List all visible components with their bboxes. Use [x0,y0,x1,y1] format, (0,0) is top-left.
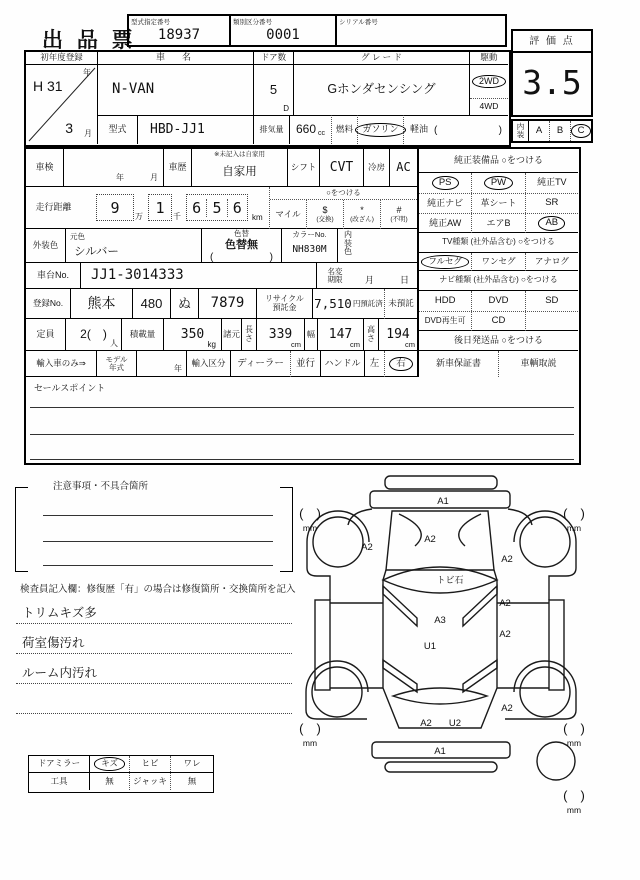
mark-rear-gate-right: U2 [448,718,462,729]
month-unit: 月 [365,275,375,285]
first-reg-header: 初年度登録 [26,52,98,65]
drive-header: 駆動 [470,52,508,65]
cooling-label: 冷房 [364,149,390,187]
mileage-flag-altered: * (改ざん) [343,200,380,229]
interior-grade-label: 内装 [516,121,525,139]
dim-unit: cm [350,340,360,349]
dim-unit: cm [291,340,301,349]
registration-label: 登録No. [26,289,71,319]
row-shaken [26,149,417,187]
registration-kana: ぬ [171,289,199,319]
model-year-label: モデル 年式 [97,351,137,377]
tread-unit-front-right: mm [566,523,582,533]
field-value: 0001 [266,27,300,44]
front-bumper-top [385,476,497,489]
mileage-rest: 6 5 6 [186,194,248,221]
front-right-wheel [520,517,570,567]
row-color [26,229,417,263]
dims-label: 諸元 [222,319,242,351]
navi-empty [525,312,578,331]
tread-paren-spare: ( ) [563,788,585,803]
tread-unit-front-left: mm [302,523,318,533]
shipment-warranty: 新車保証書 [435,358,481,369]
right-sill [549,600,564,690]
shaken-month-unit: 月 [150,173,158,182]
right-bracket [280,487,293,572]
mileage-flag-mile: マイル [275,208,301,219]
doors-value: 5 [269,81,278,97]
score-box [511,29,593,117]
mileage-flags [269,187,417,229]
mileage-man-unit: 万 [135,212,143,221]
field-label: 型式指定番号 [131,19,170,26]
first-reg-year-unit: 年 [83,68,91,77]
field-value [337,25,505,47]
note-line-empty [16,684,292,714]
detail-table [24,147,581,465]
mark-rear-gate-left: A2 [420,718,432,729]
length-cell [257,319,305,351]
left-rear-quarter-glass [383,660,417,692]
mileage-sen: 1 [148,194,172,221]
width-label: 幅 [305,319,318,351]
navi-type-title: ナビ種類 (社外品含む) ○をつける [419,271,578,291]
tv-fullseg-selected: フルセグ [428,256,462,267]
history-note: ※未記入は自家用 [214,150,265,158]
recycle-none: 未預託 [388,298,414,309]
grade-value: Gホンダセンシング [294,65,470,115]
damage-diagram [293,470,630,820]
recycle-value: 7,510 円預託済 [313,289,385,319]
row-chassis [26,263,417,289]
field-serial [335,16,505,45]
mileage-sen-unit: 千 [173,212,181,221]
note-line: 荷室傷汚れ [16,624,292,654]
paren-open: ( [210,252,214,263]
rear-right-wheel [520,667,570,717]
interior-color-label: 内装色 [344,230,352,257]
mark-rear-bumper: A1 [434,746,446,757]
mark-front-bumper: A1 [437,496,449,507]
handle-label: ハンドル [321,351,365,377]
navi-type-group [419,271,578,331]
jack-none: 無 [170,773,213,790]
mirror-scratch-selected: キズ [89,756,129,772]
left-front-quarter-glass [383,586,417,626]
base-color-cell [66,229,202,263]
navi-cd: CD [471,312,524,331]
recycle-label: リサイクル 預託金 [257,289,313,319]
equipment-title: 純正装備品 ○をつける [419,149,578,173]
name-change-label: 名変 期限 [327,266,343,284]
import-parallel: 並行 [291,351,321,377]
mark-right-quarter: A2 [501,703,513,714]
mileage-unit: km [252,213,263,222]
height-cell [379,319,417,351]
tools-label: 工具 [50,775,68,786]
sales-point-line [30,434,574,435]
shaken-label: 車検 [26,149,64,187]
tools-none: 無 [89,773,129,790]
drive-4wd: 4WD [479,101,499,112]
load-label: 積載量 [122,319,164,351]
inspector-label: 検査員記入欄：修復歴「有」の場合は修復箇所・交換箇所を記入 [20,584,296,595]
hood [386,511,494,570]
model-year-cell [137,351,187,377]
tv-type-title: TV種類 (社外品含む) ○をつける [419,233,578,253]
length-label: 長さ [245,325,253,343]
equipment-column [417,149,578,377]
tread-paren-front-left: ( ) [299,506,321,521]
capacity-unit: 人 [110,339,118,348]
registration-class: 480 [133,289,171,319]
interior-color-cell [338,229,417,263]
fuel-gasoline-selected: ガソリン [358,115,404,144]
width-value: 147 [328,326,353,342]
sales-point-line [30,459,574,460]
handle-left: 左 [365,351,385,377]
mirror-break: ワレ [170,756,213,772]
tv-type-group [419,233,578,271]
row-spec [26,319,417,351]
left-front-body [307,542,330,600]
mark-right-slide-door: A2 [499,629,511,640]
rear-window-glass [393,688,487,704]
mark-roof: A3 [434,615,446,626]
caution-line [43,515,273,516]
shipment-manual: 車輌取説 [498,351,578,377]
displacement-label: 排気量 [254,115,290,144]
history-value: 自家用 [222,165,257,178]
name-change-date [353,263,417,289]
capacity-cell [66,319,122,351]
score-label: 評 価 点 [513,31,591,53]
import-label: 輸入車のみ⇒ [26,351,97,377]
chassis-label: 車台No. [26,263,81,289]
score-value: 3.5 [522,63,582,103]
vehicle-identity-table [24,50,511,147]
cooling-value: AC [396,160,411,175]
field-class-code [229,16,335,45]
registration-region: 熊本 [71,289,133,319]
load-cell [164,319,222,351]
equip-sr: SR [525,194,578,213]
navi-hdd: HDD [434,294,456,306]
first-reg-era-year: H 31 [33,78,63,94]
color-change-value: 色替無 [225,239,258,252]
capacity-label: 定員 [26,319,66,351]
tv-analog: アナログ [525,253,578,271]
caution-line [43,541,273,542]
interior-grade-b: B [550,121,571,141]
sales-point-line [30,407,574,408]
load-unit: kg [207,340,216,349]
row-registration [26,289,417,319]
paren-close: ) [269,252,273,263]
row-import [26,351,417,377]
chassis-value: JJ1-3014333 [81,263,317,289]
rear-bumper-bottom [385,762,497,772]
color-no-value: NH830M [292,243,327,255]
mirror-tool-table [28,755,214,793]
tv-oneseg: ワンセグ [471,253,524,271]
fuel-diesel: 軽油 ( ) [404,115,508,144]
base-color-label: 元色 [70,232,85,241]
interior-grade-a: A [529,121,550,141]
mark-cowl: A2 [424,534,436,545]
shipment-group [419,331,578,377]
history-label: 車歴 [164,149,192,187]
mark-windshield-stone-chip: トビ石 [436,575,464,585]
mileage-flag-swap: $ (交換) [306,200,343,229]
color-no-label: カラーNo. [292,229,327,239]
equipment-group [419,149,578,233]
equip-ps-selected: PS [438,176,452,188]
displacement-value: 660 cc [290,115,332,144]
displacement-unit: cc [318,130,326,138]
sales-point-area [26,377,578,462]
interior-grade-c-selected: C [577,124,585,136]
shift-value: CVT [320,149,364,187]
history-cell [192,149,288,187]
note-line: ルーム内汚れ [16,654,292,684]
sales-point-label: セールスポイント [34,383,106,393]
navi-dvd: DVD [471,291,524,311]
tread-unit-rear-right: mm [566,738,582,748]
exterior-color-label: 外装色 [26,229,66,263]
door-mirror-label: ドアミラー [37,758,81,769]
model-code-value: HBD-JJ1 [138,115,254,144]
tread-unit-spare: mm [566,805,582,815]
shaken-date-cell [64,149,164,187]
first-reg-month-unit: 月 [84,129,92,138]
navi-dvd-play: DVD再生可 [424,316,466,326]
base-color-value: シルバー [74,246,119,258]
caution-line [43,565,273,566]
grade-header: グ レ ー ド [294,52,470,65]
year-unit: 年 [174,364,182,373]
handle-right-selected: 右 [396,357,406,369]
mileage-man: 9 [96,194,134,221]
mirror-crack: ヒビ [129,756,170,772]
equip-tv: 純正TV [525,173,578,193]
field-model-designation [129,16,229,45]
mark-right-front-fender: A2 [501,554,513,565]
color-no-cell [282,229,338,263]
import-dealer: ディーラー [231,351,291,377]
shipment-title: 後日発送品 ○をつける [419,331,578,351]
field-label: シリアル番号 [339,19,378,26]
day-unit: 日 [399,275,409,285]
mileage-flag-unknown: # (不明) [380,200,417,229]
interior-grade-box [511,119,593,143]
field-value: 18937 [157,27,201,44]
page-title: 出 品 票 [42,29,137,52]
width-cell [318,319,364,351]
equip-leather: 革シート [471,194,524,213]
first-reg-cell [26,65,98,144]
shaken-year-unit: 年 [116,173,124,182]
height-label: 高さ [367,325,375,343]
shift-label: シフト [288,149,320,187]
tread-paren-front-right: ( ) [563,506,585,521]
row-mileage [26,187,417,229]
height-value: 194 [386,326,410,342]
equip-navi: 純正ナビ [427,197,464,208]
left-fender-curve [348,509,372,525]
equip-pw-selected: PW [471,173,524,193]
tread-unit-rear-left: mm [302,738,318,748]
tread-paren-rear-left: ( ) [299,721,321,736]
tread-paren-rear-right: ( ) [563,721,585,736]
drive-2wd-selected: 2WD [470,65,508,99]
car-name-value: N-VAN [98,65,254,115]
inspector-notes [16,594,292,714]
color-change-label: 色替 [234,229,249,239]
import-division-label: 輸入区分 [187,351,231,377]
length-value: 339 [268,326,293,342]
mileage-mark-note: ○をつける [270,187,417,200]
caution-area [15,478,293,574]
color-change-cell [202,229,282,263]
doors-cell [254,65,294,115]
right-front-quarter-glass [463,586,497,626]
wiper-arc-right [459,514,481,546]
navi-sd: SD [525,291,578,311]
note-line: トリムキズ多 [16,594,292,624]
header-fields [127,14,507,47]
mark-left-front-fender: A2 [361,542,373,553]
field-label: 類別区分番号 [233,19,272,26]
fuel-label: 燃料 [332,115,358,144]
model-code-label: 型式 [98,115,138,144]
equip-aw: 純正AW [429,217,462,228]
equip-ab-selected: AB [525,214,578,233]
jack-label: ジャッキ [129,773,170,790]
capacity-value: 2( ) [80,327,107,342]
right-rear-quarter-glass [463,660,497,692]
wiper-arc-left [399,514,421,546]
registration-number: 7879 [199,289,257,319]
first-reg-month: 3 [65,120,73,136]
left-bracket [15,487,28,572]
equip-airbag: エアB [471,214,524,233]
dim-unit: cm [405,340,415,349]
caution-label: 注意事項・不具合箇所 [53,481,149,492]
car-name-header: 車 名 [98,52,254,65]
mileage-label: 走行距離 [35,202,72,213]
doors-sub: D [283,104,289,113]
mark-cabin: U1 [423,641,437,652]
rear-left-wheel [312,667,362,717]
front-left-wheel [313,517,363,567]
right-front-body [549,542,576,600]
mark-right-front-door: A2 [499,598,511,609]
doors-header: ドア数 [254,52,294,65]
load-value: 350 [180,326,205,342]
